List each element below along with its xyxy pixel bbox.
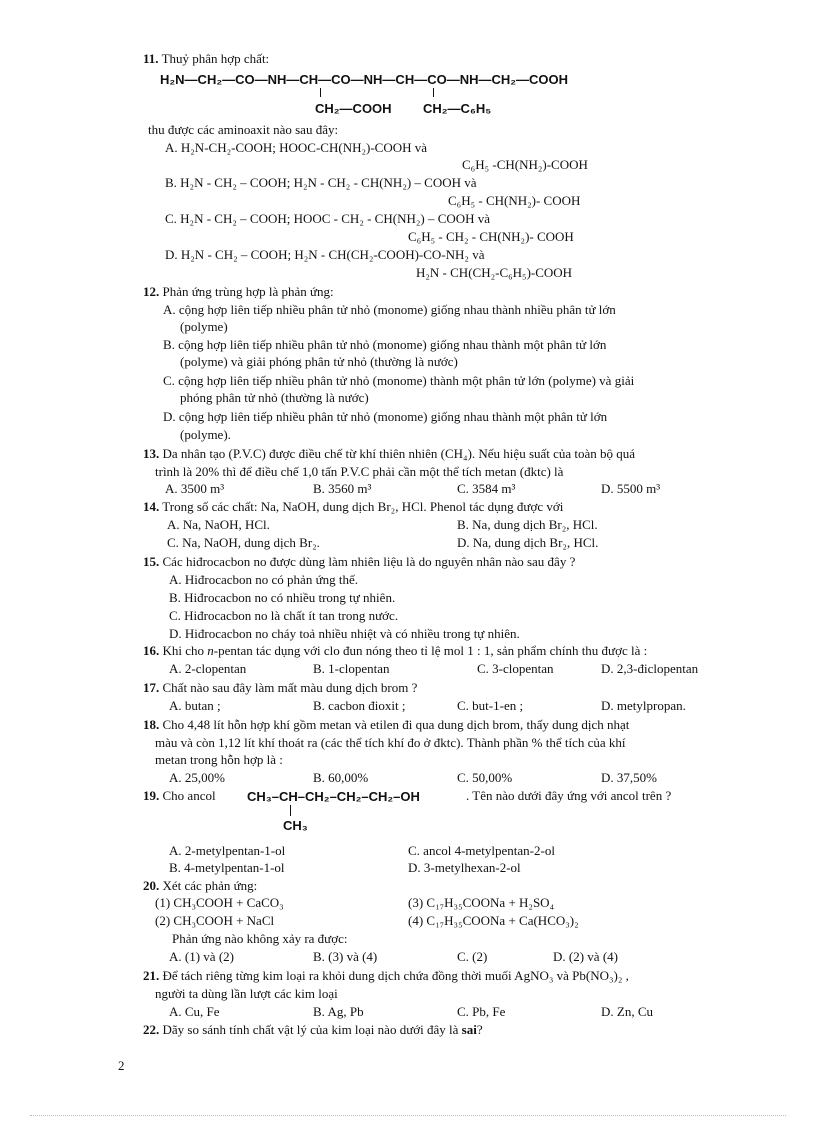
question-text: -pentan tác dụng với clo đun nóng theo tỉ lệ mol 1 : 1, sản phẩm chính thu được là :: [213, 643, 648, 658]
question-18-stem: [143, 716, 629, 734]
option-b: B. cacbon đioxit ;: [313, 698, 406, 713]
option-c: C. ancol 4-metylpentan-2-ol: [408, 843, 555, 858]
option-d: D. cộng hợp liên tiếp nhiều phân tử nhỏ (monome) giống nhau thành một phân tử lớn: [163, 409, 608, 424]
bond-line: [433, 88, 434, 97]
question-number: 11.: [143, 51, 159, 66]
option-c: C. Pb, Fe: [457, 1004, 506, 1019]
option-a: A. 2-clopentan: [169, 661, 247, 676]
option-b-cont: (polyme) và giải phóng phân tử nhỏ (thường là nước): [180, 354, 458, 369]
option-b: B. 4-metylpentan-1-ol: [169, 860, 285, 875]
question-12-stem: [143, 283, 334, 301]
option-d: D. 2,3-điclopentan: [601, 661, 699, 676]
option-d: D. Zn, Cu: [601, 1004, 653, 1019]
option-a: A. 25,00%: [169, 770, 225, 785]
option-d: D. 3-metylhexan-2-ol: [408, 860, 521, 875]
option-c: C. cộng hợp liên tiếp nhiều phân tử nhỏ (monome) thành một phân tử lớn (polyme) và giải: [163, 373, 635, 388]
option-d-cont: H₂N - CH(CH₂-C₆H₅)-COOH: [416, 265, 573, 280]
question-number: 18.: [143, 717, 160, 732]
question-text: Thuỷ phân hợp chất:: [161, 51, 270, 66]
option-b-cont: C₆H₅ - CH(NH₂)- COOH: [448, 193, 581, 208]
question-text: . Tên nào dưới đây ứng với ancol trên ?: [466, 788, 672, 803]
question-text: Xét các phản ứng:: [162, 878, 258, 893]
question-number: 12.: [143, 284, 160, 299]
question-number: 22.: [143, 1022, 160, 1037]
option-a: A. 3500 m³: [165, 481, 225, 496]
question-text: Khi cho: [162, 643, 208, 658]
question-text: Cho ancol: [162, 788, 216, 803]
option-d-cont: (polyme).: [180, 427, 231, 442]
option-b: B. (3) và (4): [313, 949, 378, 964]
question-text: Chất nào sau đây làm mất màu dung dịch brom ?: [162, 680, 418, 695]
question-text: màu và còn 1,12 lít khí thoát ra (các thể tích khí đo ở đktc). Thành phần % thể tích của khí: [155, 735, 626, 750]
peptide-branch-2: CH₂—C₆H₅: [423, 101, 492, 116]
question-text: ?: [476, 1022, 483, 1037]
option-b: B. 3560 m³: [313, 481, 372, 496]
question-number: 14.: [143, 499, 160, 514]
question-13-stem: [143, 445, 635, 463]
option-d: D. 37,50%: [601, 770, 657, 785]
option-a: A. Na, NaOH, HCl.: [167, 517, 270, 532]
question-number: 16.: [143, 643, 160, 658]
option-a: A. 2-metylpentan-1-ol: [169, 843, 286, 858]
option-c-cont: phóng phân tử nhỏ (thường là nước): [180, 390, 369, 405]
reaction-4: (4) C₁₇H₃₅COONa + Ca(HCO₃)₂: [408, 913, 579, 928]
question-19-stem: [143, 787, 216, 805]
option-a: A. cộng hợp liên tiếp nhiều phân tử nhỏ (monome) giống nhau thành nhiều phân tử lớn: [163, 302, 616, 317]
page-bottom-rule: [30, 1115, 786, 1116]
peptide-branch-1: CH₂—COOH: [315, 101, 392, 116]
question-14-stem: [143, 498, 563, 516]
page-number: 2: [118, 1058, 125, 1073]
option-d: D. 5500 m³: [601, 481, 661, 496]
reaction-1: (1) CH₃COOH + CaCO₃: [155, 895, 284, 910]
question-15-stem: [143, 553, 575, 571]
question-text: n: [207, 643, 214, 658]
option-b: B. 1-clopentan: [313, 661, 390, 676]
option-c: C. but-1-en ;: [457, 698, 524, 713]
option-b: B. Ag, Pb: [313, 1004, 364, 1019]
question-16-stem: [143, 642, 647, 660]
question-text: thu được các aminoaxit nào sau đây:: [148, 122, 339, 137]
peptide-formula: H₂N—CH₂—CO—NH—CH—CO—NH—CH—CO—NH—CH₂—COOH: [160, 72, 569, 87]
option-a: A. Hiđrocacbon no có phản ứng thế.: [169, 572, 358, 587]
question-text: Dãy so sánh tính chất vật lý của kim loại nào dưới đây là: [162, 1022, 459, 1037]
question-11-stem: [143, 50, 269, 68]
question-text: Phản ứng trùng hợp là phản ứng:: [162, 284, 334, 299]
question-text: trình là 20% thì để điều chế 1,0 tấn P.V.C phải cần một thể tích metan (đktc) là: [155, 464, 564, 479]
question-number: 20.: [143, 878, 160, 893]
option-c: C. 50,00%: [457, 770, 513, 785]
question-text: metan trong hỗn hợp là :: [155, 752, 283, 767]
option-a: A. (1) và (2): [169, 949, 234, 964]
option-a-cont: C₆H₅ -CH(NH₂)-COOH: [462, 157, 588, 172]
bond-line: [290, 805, 291, 816]
option-b: B. H₂N - CH₂ – COOH; H₂N - CH₂ - CH(NH₂) – COOH và: [165, 175, 477, 190]
question-21-stem: [143, 967, 629, 985]
question-17-stem: [143, 679, 417, 697]
question-text: người ta dùng lần lượt các kim loại: [155, 986, 338, 1001]
question-text: Để tách riêng từng kim loại ra khỏi dung dịch chứa đồng thời muối AgNO₃ và Pb(NO₃)₂ ,: [162, 968, 629, 983]
option-d: D. metylpropan.: [601, 698, 686, 713]
option-a: A. H₂N-CH₂-COOH; HOOC-CH(NH₂)-COOH và: [165, 140, 428, 155]
question-text: Phản ứng nào không xảy ra được:: [172, 931, 348, 946]
alcohol-branch: CH₃: [283, 818, 308, 833]
option-b: B. Na, dung dịch Br₂, HCl.: [457, 517, 598, 532]
question-text: Cho 4,48 lít hỗn hợp khí gồm metan và etilen đi qua dung dịch brom, thấy dung dịch nhạt: [162, 717, 630, 732]
option-c: C. H₂N - CH₂ – COOH; HOOC - CH₂ - CH(NH₂) – COOH và: [165, 211, 491, 226]
question-20-stem: [143, 877, 257, 895]
option-a-cont: (polyme): [180, 319, 228, 334]
option-c-cont: C₆H₅ - CH₂ - CH(NH₂)- COOH: [408, 229, 574, 244]
option-d: D. (2) và (4): [553, 949, 618, 964]
option-c: C. Hiđrocacbon no là chất ít tan trong nước.: [169, 608, 399, 623]
bond-line: [320, 88, 321, 97]
alcohol-formula: CH₃–CH–CH₂–CH₂–CH₂–OH: [247, 789, 420, 804]
option-c: C. 3-clopentan: [477, 661, 554, 676]
question-text: Trong số các chất: Na, NaOH, dung dịch Br₂, HCl. Phenol tác dụng được với: [162, 499, 564, 514]
option-a: A. butan ;: [169, 698, 221, 713]
option-c: C. 3584 m³: [457, 481, 516, 496]
question-number: 19.: [143, 788, 160, 803]
question-number: 13.: [143, 446, 160, 461]
reaction-2: (2) CH₃COOH + NaCl: [155, 913, 275, 928]
option-d: D. Na, dung dịch Br₂, HCl.: [457, 535, 599, 550]
option-b: B. 60,00%: [313, 770, 369, 785]
option-c: C. (2): [457, 949, 488, 964]
emphasis-text: sai: [461, 1022, 477, 1037]
option-d: D. H₂N - CH₂ – COOH; H₂N - CH(CH₂-COOH)-CO-NH₂ và: [165, 247, 485, 262]
question-text: Da nhân tạo (P.V.C) được điều chế từ khí thiên nhiên (CH₄). Nếu hiệu suất của toàn bộ quá: [162, 446, 636, 461]
option-a: A. Cu, Fe: [169, 1004, 220, 1019]
question-text: Các hiđrocacbon no được dùng làm nhiên liệu là do nguyên nhân nào sau đây ?: [162, 554, 576, 569]
option-d: D. Hiđrocacbon no cháy toả nhiều nhiệt và có nhiều trong tự nhiên.: [169, 626, 520, 641]
question-number: 17.: [143, 680, 160, 695]
reaction-3: (3) C₁₇H₃₅COONa + H₂SO₄: [408, 895, 555, 910]
option-c: C. Na, NaOH, dung dịch Br₂.: [167, 535, 320, 550]
question-22-stem: [143, 1021, 483, 1039]
question-number: 15.: [143, 554, 160, 569]
question-number: 21.: [143, 968, 160, 983]
option-b: B. cộng hợp liên tiếp nhiều phân tử nhỏ (monome) giống nhau thành một phân tử lớn: [163, 337, 607, 352]
option-b: B. Hiđrocacbon no có nhiều trong tự nhiên.: [169, 590, 396, 605]
